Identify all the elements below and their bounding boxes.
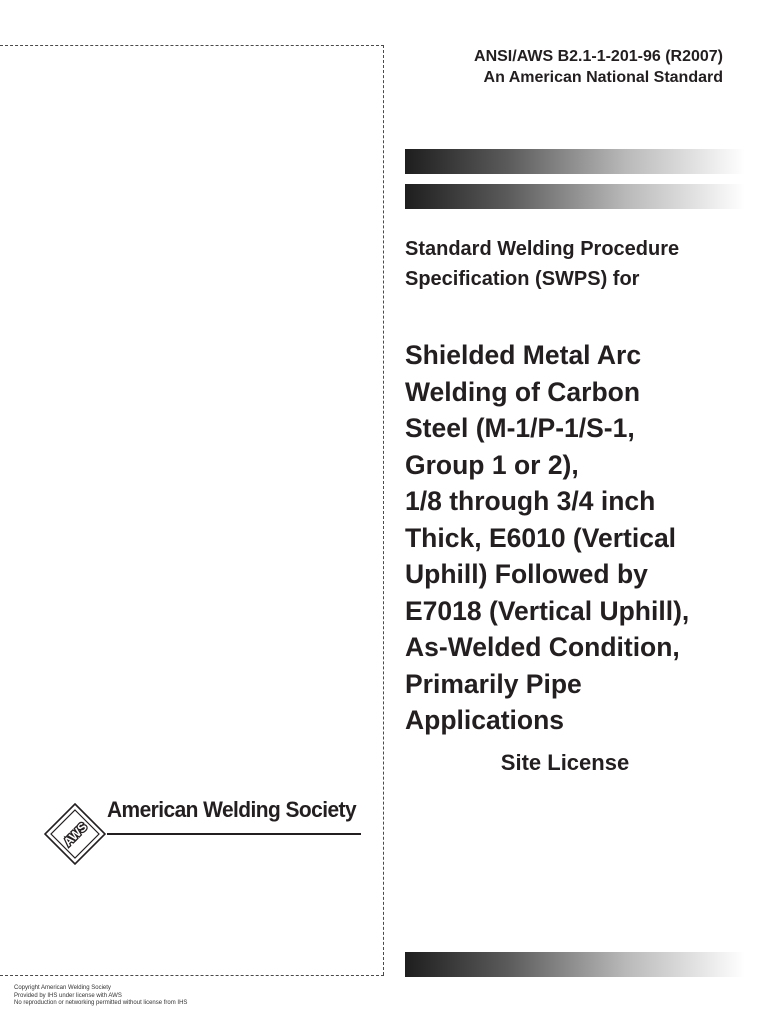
crop-frame-right: [383, 45, 384, 975]
title-line: Primarily Pipe: [405, 668, 582, 699]
license-label: Site License: [500, 750, 630, 775]
title-line: Uphill) Followed by: [405, 559, 648, 589]
subtitle-line: Specification (SWPS) for: [405, 268, 640, 290]
title-line: E7018 (Vertical Uphill),: [405, 595, 690, 626]
document-subtitle: [405, 234, 745, 294]
subtitle-line: Standard Welding Procedure: [405, 238, 680, 260]
crop-frame-top: [0, 45, 384, 46]
publisher-name: American Welding Society: [107, 797, 357, 822]
title-line: Steel (M-1/P-1/S-1,: [405, 413, 635, 443]
aws-logo-text: AWS: [60, 819, 90, 849]
title-line: As-Welded Condition,: [405, 632, 680, 662]
gradient-band-bottom: [405, 952, 745, 977]
standard-status: An American National Standard: [483, 69, 723, 86]
title-line: Shielded Metal Arc: [405, 340, 642, 370]
title-line: Thick, E6010 (Vertical: [405, 522, 677, 553]
title-line: 1/8 through 3/4 inch: [405, 486, 656, 516]
aws-diamond-logo-icon: [44, 803, 106, 865]
designation-number: ANSI/AWS B2.1-1-201-96 (R2007): [474, 48, 723, 65]
gradient-band-second: [405, 184, 745, 209]
copyright-notice: [14, 985, 187, 1008]
title-line: Applications: [405, 705, 565, 735]
publisher-underline: [107, 833, 361, 835]
copyright-line: No reproduction or networking permitted without license from IHS: [14, 1000, 188, 1006]
gradient-band-top: [405, 149, 745, 174]
standard-designation: [474, 46, 723, 88]
document-title: [405, 337, 750, 739]
copyright-line: Provided by IHS under license with AWS: [14, 992, 122, 999]
copyright-line: Copyright American Welding Society: [14, 985, 111, 991]
title-line: Group 1 or 2),: [405, 449, 579, 480]
title-line: Welding of Carbon: [405, 376, 641, 407]
crop-frame-bottom: [0, 975, 384, 976]
